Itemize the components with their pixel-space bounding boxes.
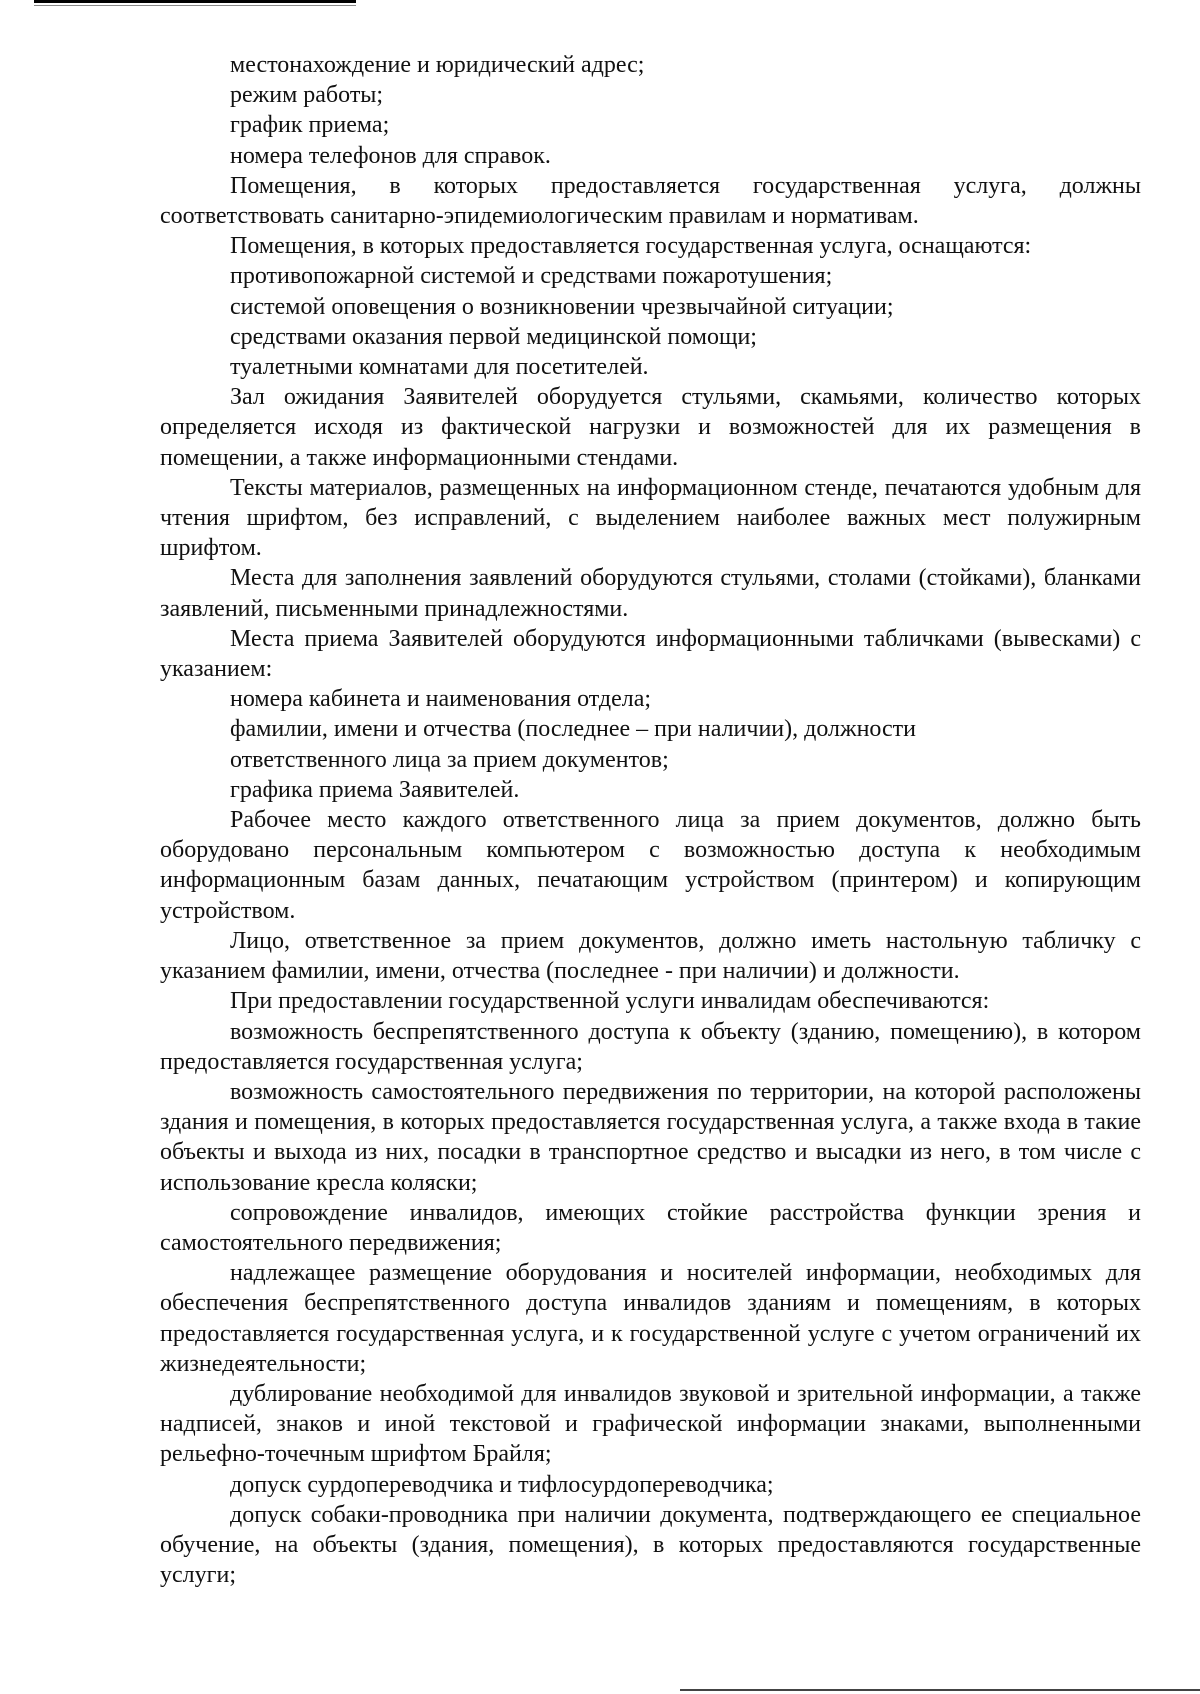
paragraph: номера кабинета и наименования отдела; (230, 686, 652, 713)
paragraph: Лицо, ответственное за прием документов, должно иметь настольную табличку с указанием фамилии, имени, отчества (последнее - при наличии) и должности. (160, 927, 1141, 985)
paragraph: дублирование необходимой для инвалидов звуковой и зрительной информации, а также надписей, знаков и иной текстовой и графической информации знаками, выполненными рельефно-точечным шрифтом Брайля; (160, 1380, 1141, 1468)
top-rule (34, 0, 356, 3)
paragraph: ответственного лица за прием документов; (230, 746, 669, 773)
paragraph: туалетными комнатами для посетителей. (230, 354, 649, 381)
paragraph: режим работы; (230, 82, 384, 109)
paragraph: системой оповещения о возникновении чрезвычайной ситуации; (230, 293, 894, 320)
paragraph: Места приема Заявителей оборудуются информационными табличками (вывесками) с указанием: (160, 625, 1141, 683)
paragraph: противопожарной системой и средствами пожаротушения; (230, 263, 833, 290)
paragraph: местонахождение и юридический адрес; (230, 52, 645, 78)
bottom-rule (680, 1689, 1200, 1691)
paragraph: сопровождение инвалидов, имеющих стойкие расстройства функции зрения и самостоятельного передвижения; (160, 1199, 1141, 1256)
paragraph: Тексты материалов, размещенных на информационном стенде, печатаются удобным для чтения шрифтом, без исправлений, с выделением наиболее важных мест полужирным шрифтом. (160, 474, 1141, 562)
paragraph: фамилии, имени и отчества (последнее – при наличии), должности (230, 716, 917, 743)
paragraph: Рабочее место каждого ответственного лица за прием документов, должно быть оборудовано персональным компьютером с возможностью доступа к необходимым информационным базам данных, печатающим устройством (принтером) и копирующим устройством. (160, 807, 1141, 924)
paragraph: средствами оказания первой медицинской помощи; (230, 323, 757, 350)
paragraph: Помещения, в которых предоставляется государственная услуга, оснащаются: (230, 233, 1032, 260)
paragraph: надлежащее размещение оборудования и носителей информации, необходимых для обеспечения беспрепятственного доступа инвалидов зданиям и помещениям, в которых предоставляется государственная услуга, и к государственной услуге с учетом ограничений их жизнедеятельности; (160, 1260, 1141, 1377)
paragraph: допуск собаки-проводника при наличии документа, подтверждающего ее специальное обучение, на объекты (здания, помещения), в которых предоставляются государственные услуги; (160, 1501, 1141, 1589)
paragraph: Места для заполнения заявлений оборудуются стульями, столами (стойками), бланками заявлений, письменными принадлежностями. (160, 565, 1141, 622)
paragraph: Зал ожидания Заявителей оборудуется стульями, скамьями, количество которых определяется исходя из фактической нагрузки и возможностей для их размещения в помещении, а также информационными стендами. (160, 384, 1141, 471)
paragraph: возможность беспрепятственного доступа к объекту (зданию, помещению), в котором предоставляется государственная услуга; (160, 1018, 1141, 1075)
paragraph: При предоставлении государственной услуги инвалидам обеспечиваются: (230, 988, 990, 1015)
paragraph: возможность самостоятельного передвижения по территории, на которой расположены здания и помещения, в которых предоставляется государственная услуга, а также входа в такие объекты и выхода из них, посадки в транспортное средство и высадки из него, в том числе с использование кресла коляски; (160, 1078, 1141, 1196)
paragraph: номера телефонов для справок. (230, 142, 551, 169)
paragraph: графика приема Заявителей. (230, 776, 520, 803)
document-body (160, 50, 1141, 1590)
paragraph: график приема; (230, 112, 390, 139)
paragraph: допуск сурдопереводчика и тифлосурдопереводчика; (230, 1471, 774, 1498)
paragraph: Помещения, в которых предоставляется государственная услуга, должны соответствовать санитарно-эпидемиологическим правилам и нормативам. (160, 172, 1141, 230)
